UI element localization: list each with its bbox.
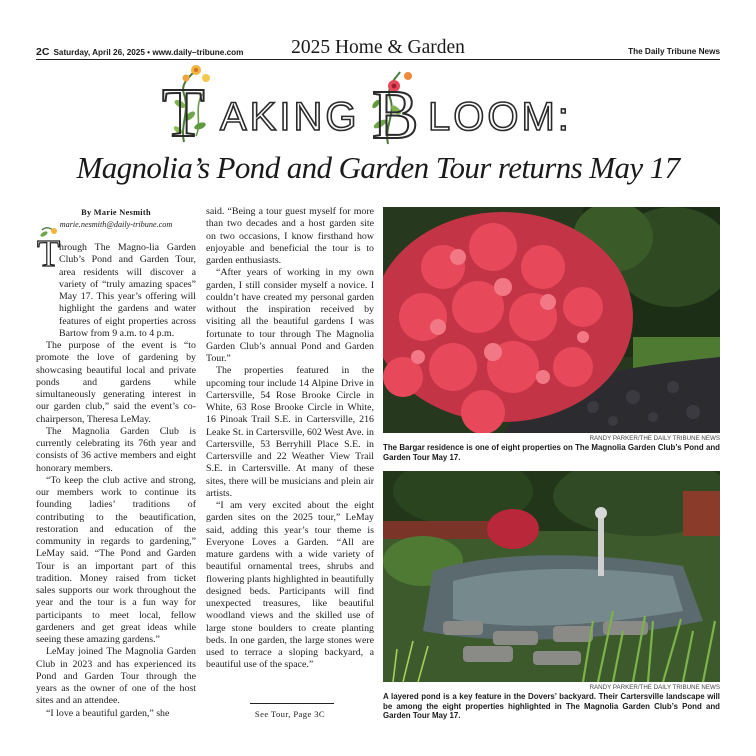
article-column-2 <box>206 206 374 672</box>
date-site: Saturday, April 26, 2025 • www.daily–tribune.com <box>53 48 244 57</box>
paragraph: “After years of working in my own garden, I still consider myself a novice. I couldn’t have created my personal garden without the inspiration received by visiting all the beautiful gardens I was fortunate to tour through The Magnolia Garden Club’s annual Pond and Garden Tour.” <box>206 267 374 364</box>
paragraph: “To keep the club active and strong, our members work to continue its founding ladies’ traditions of contributing to the beautification, restoration and education of the community in regards to gardening,” LeMay said. “The Pond and Garden Tour is an important part of this tradition. Money raised from ticket sales supports our work throughout the year and the tour is a fun way for participants to meet local, fellow gardeners and get great ideas while seeing these amazing gardens.” <box>36 474 196 645</box>
title-initial-t: T <box>162 75 205 148</box>
photo-caption: The Bargar residence is one of eight properties on The Magnolia Garden Club’s Pond and Garden Tour May 17. <box>383 443 720 462</box>
paragraph: The purpose of the event is “to promote the love of gardening by showcasing beautiful local and private ponds and gardens while simultaneously generating interest in our garden club,” said the event’s co-chairperson, Theresa LeMay. <box>36 340 196 425</box>
jump-rule <box>250 703 334 704</box>
section-title: 2025 Home & Garden <box>291 37 465 58</box>
svg-text:T: T <box>37 233 61 270</box>
paragraph: LeMay joined The Magnolia Garden Club in 2023 and has experienced its Pond and Garden Tour through the years as the owner of one of the host sites and an attendee. <box>36 646 196 707</box>
newspaper-name: The Daily Tribune News <box>628 47 720 56</box>
paragraph: The Magnolia Garden Club is currently celebrating its 76th year and consists of 36 active members and eight honorary members. <box>36 425 196 474</box>
author-email[interactable]: marie.nesmith@daily-tribune.com <box>59 220 173 229</box>
taking-bloom-title <box>150 64 620 148</box>
photo-caption: A layered pond is a key feature in the Dovers’ backyard. Their Cartersville landscape will be among the eight properties highlighted in The Magnolia Garden Club’s Pond and Garden Tour May 17. <box>383 692 720 720</box>
paragraph: The properties featured in the upcoming tour include 14 Alpine Drive in Cartersville, 54 Rose Brooke Circle in White, 63 Rose Brooke Circle in White, 16 Pinoak Trail S.E. in Cartersville, 216 Leake St. in Cartersville, 602 West Ave. in Cartersville, 53 Berryhill Place S.E. in Cartersville and 22 Weather View Trail S.E. in Cartersville. At many of these sites, there will be musicians and plein air artists. <box>206 365 374 499</box>
page-number: 2C <box>36 46 50 58</box>
title-word2-rest: LOOM: <box>428 95 572 139</box>
photo-azalea-garden <box>383 207 720 433</box>
paragraph: hrough The Magno-lia Garden Club’s Pond and Garden Tour, area residents will discover a variety of “truly amazing spaces” May 17. This year’s offering will highlight the gardens and water features of eight properties across Bartow from 9 a.m. to 4 p.m. <box>59 242 196 339</box>
paragraph: “I am very excited about the eight garden sites on the 2025 tour,” LeMay said, adding this year’s tour theme is Everyone Loves a Garden. “All are mature gardens with a wide variety of beautiful ornamental trees, shrubs and flowering plants highlighted in beautifully designed beds. Participants will find unexpected treasures, like beautiful woodland views and the skilled use of large stone boulders to create planting beds. In one garden, the large stones were used to terrace a sloping backyard, a beautiful use of the space.” <box>206 500 374 671</box>
article-column-1 <box>36 242 196 720</box>
header-rule <box>36 59 720 60</box>
byline: By Marie Nesmith <box>81 208 151 217</box>
photo-credit: RANDY PARKER/THE DAILY TRIBUNE NEWS <box>589 435 720 442</box>
continued-jump[interactable]: See Tour, Page 3C <box>254 709 326 719</box>
title-word1-rest: AKING <box>220 95 360 139</box>
headline-deck: Magnolia’s Pond and Garden Tour returns May 17 <box>76 150 680 185</box>
paragraph: “I love a beautiful garden,” she <box>46 707 170 719</box>
photo-credit: RANDY PARKER/THE DAILY TRIBUNE NEWS <box>589 684 720 691</box>
paragraph: said. “Being a tour guest myself for more than two decades and a host garden site on two occasions, I know firsthand how enjoyable and beneficial the tour is to garden enthusiasts. <box>206 206 374 266</box>
title-initial-b: B <box>372 77 419 148</box>
photo-layered-pond <box>383 471 720 682</box>
